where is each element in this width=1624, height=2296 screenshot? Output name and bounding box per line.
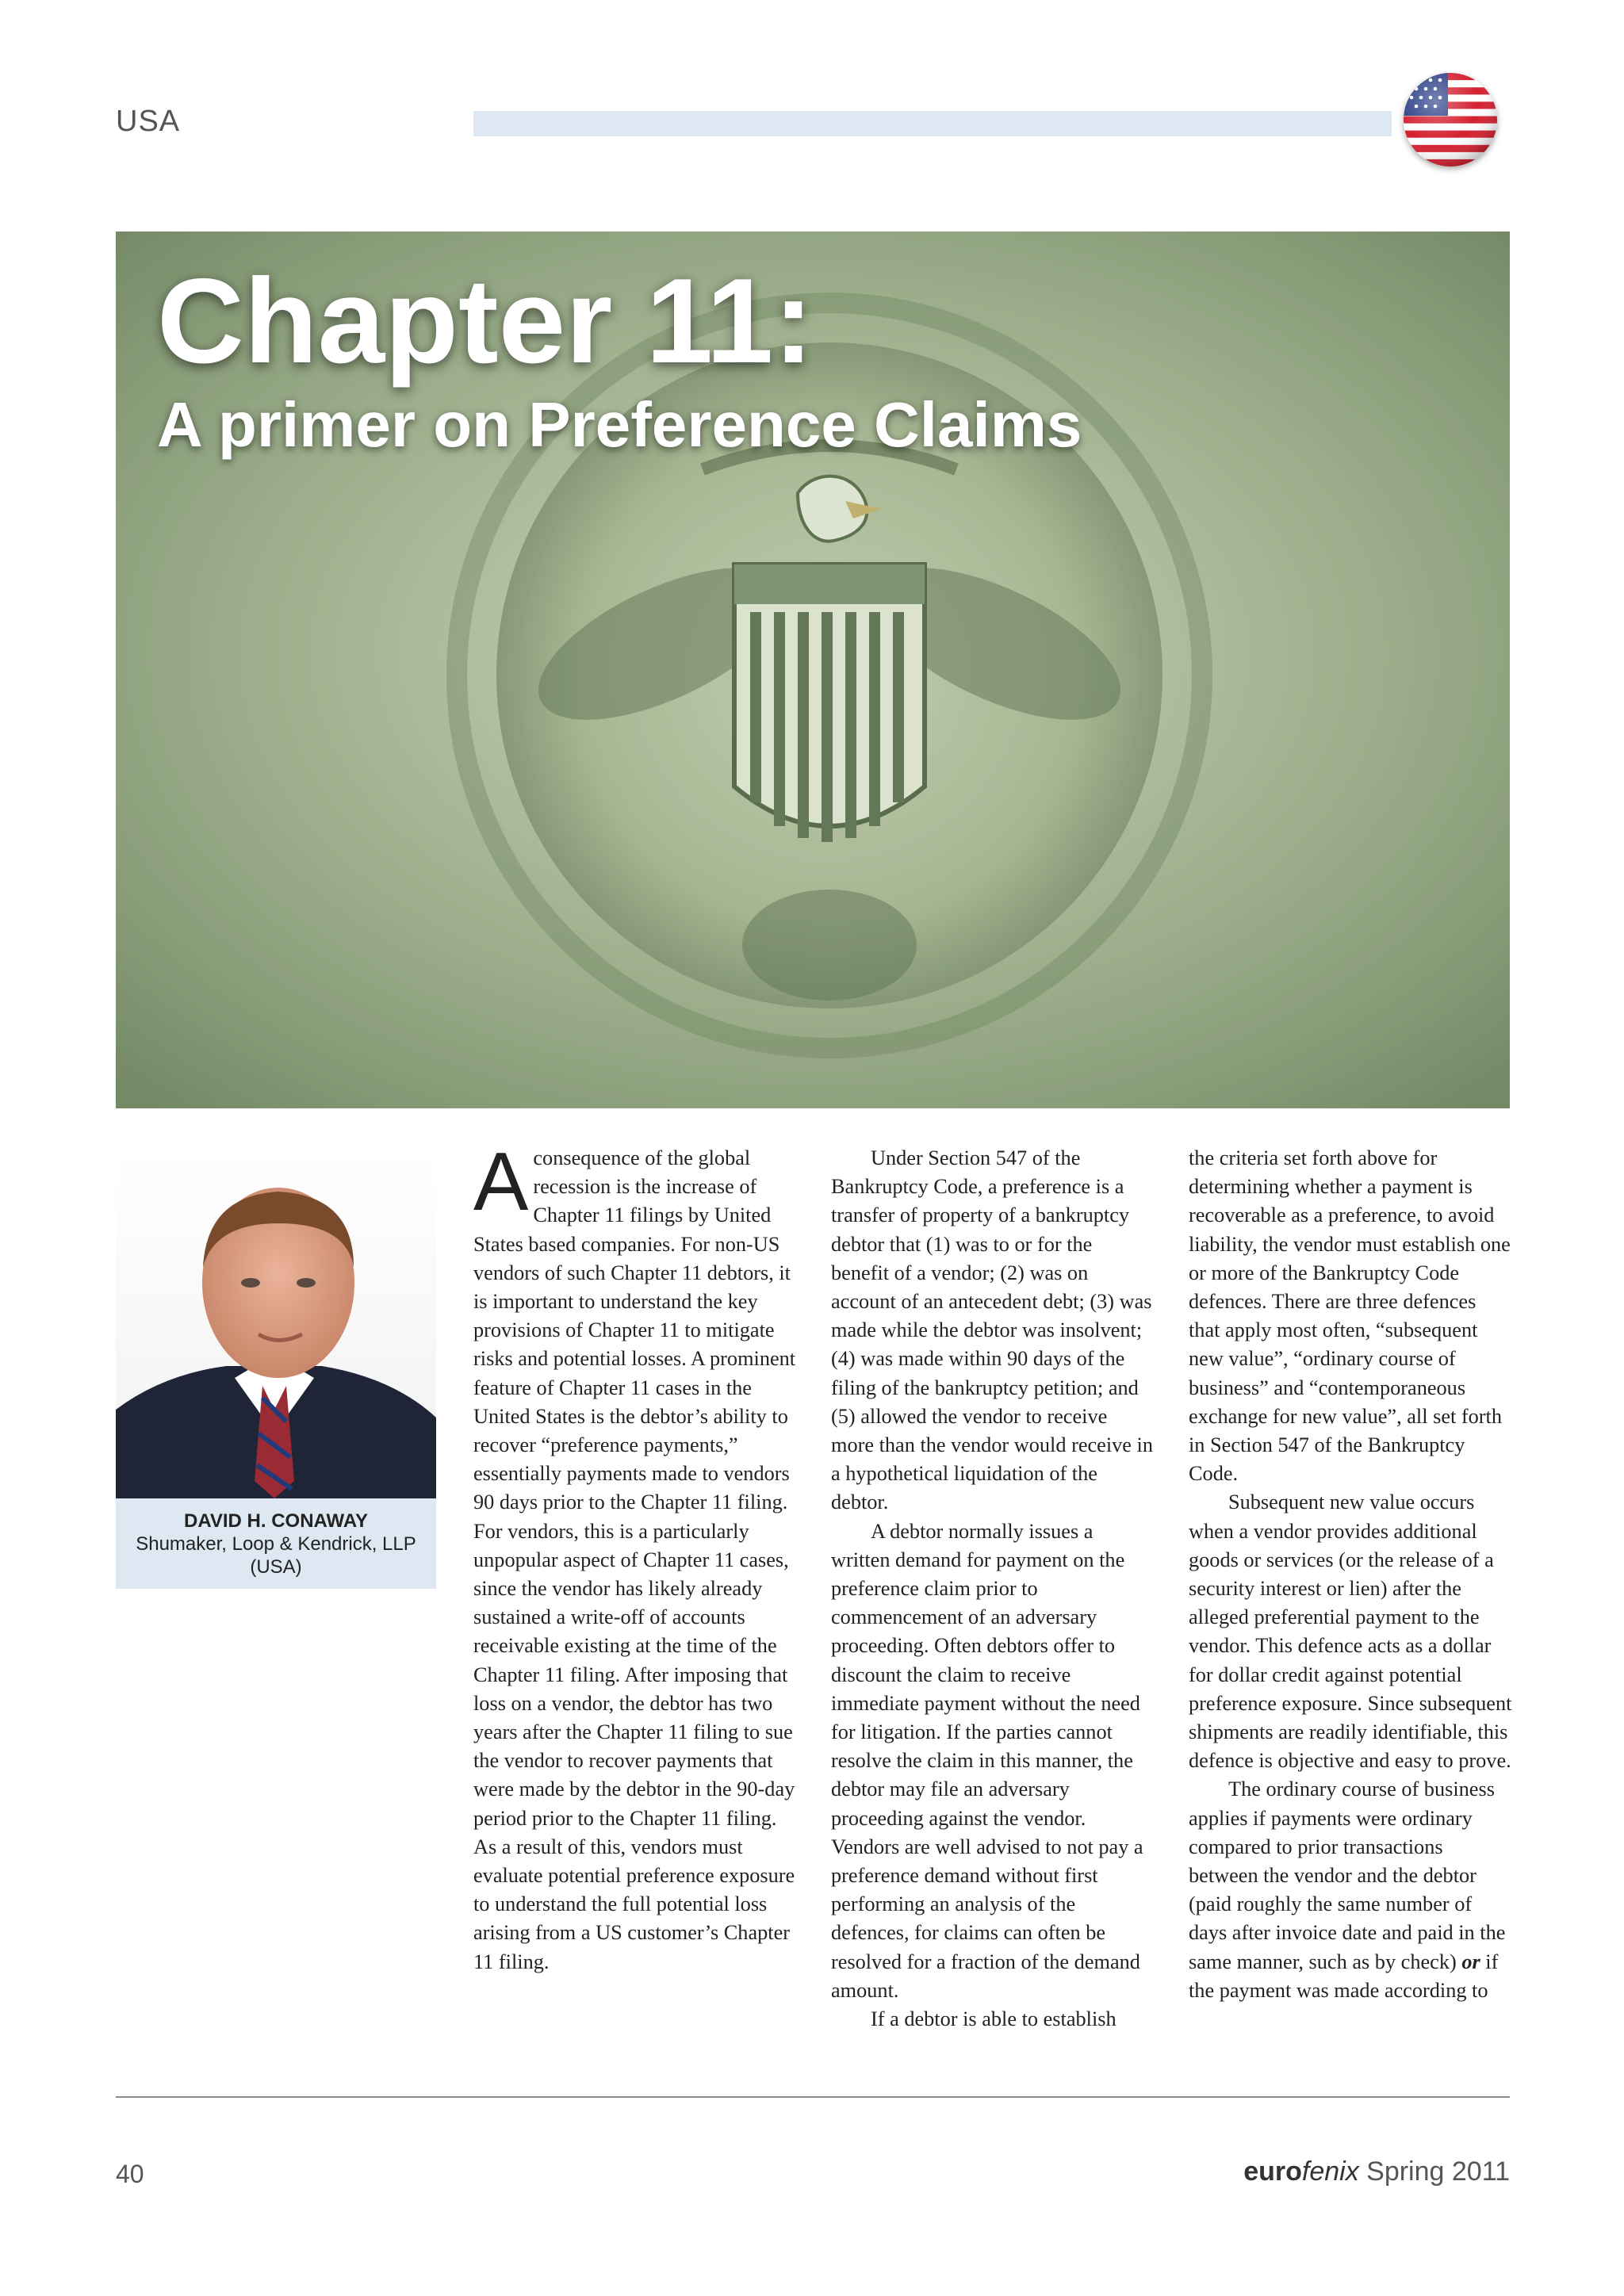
brand-euro: euro <box>1243 2156 1302 2187</box>
section-label: USA <box>116 105 181 138</box>
brand-fenix: fenix <box>1301 2156 1359 2187</box>
article-column-3 <box>1189 1144 1512 2072</box>
article-paragraph: If a debtor is able to establish <box>871 2007 1116 2031</box>
article-paragraph: Subsequent new value occurs when a vendor provides additional goods or services (or the release of a security interest or lien) after the alleged preferential payment to the vendor. This defence acts as a dollar for dollar credit against potential preference exposure. Since subsequent shipments are readily identifiable, this defence is objective and easy to prove. <box>1189 1490 1512 1773</box>
author-name: DAVID H. CONAWAY <box>183 1510 369 1532</box>
issue-label: Spring 2011 <box>1358 2156 1510 2187</box>
page-number: 40 <box>116 2160 144 2188</box>
emphasis-text: or <box>1461 1950 1480 1973</box>
paragraph-text: consequence of the global recession is the increase of Chapter 11 filings by United States based companies. For non-US vendors of such Chapter 11 debtors, it is important to understand the key provisions of Chapter 11 to mitigate risks and potential losses. A prominent feature of Chapter 11 cases in the United States is the debtor’s ability to recover “preference payments,” essentially payments made to vendors 90 days prior to the Chapter 11 filing. For vendors, this is a particularly unpopular aspect of Chapter 11 cases, since the vendor has likely already sustained a write-off of accounts receivable existing at the time of the Chapter 11 filing. After imposing that loss on a vendor, the debtor has two years after the Chapter 11 filing to sue the vendor to recover payments that were made by the debtor in the 90-day period prior to the Chapter 11 filing. As a result of this, vendors must evaluate potential preference exposure to understand the full potential loss arising from a US customer’s Chapter 11 filing. <box>473 1146 796 1973</box>
article-column-2 <box>831 1144 1155 2072</box>
us-flag-icon <box>1404 73 1497 166</box>
paragraph-text: if the payment was made according to <box>1189 1950 1499 2002</box>
paragraph-text: The ordinary course of business applies if payments were ordinary compared to prior transactions between the vendor and the debtor (paid roughly the same number of days after invoice date and paid in the same manner, such as by check) <box>1189 1777 1506 1973</box>
article-paragraph: Under Section 547 of the Bankruptcy Code, a preference is a transfer of property of a bankruptcy debtor that (1) was to or for the benefit of a vendor; (2) was on account of an antecedent debt; (3) was made while the debtor was insolvent; (4) was made within 90 days of the filing of the bankruptcy petition; and (5) allowed the vendor to receive more than the vendor would receive in a hypothetical liquidation of the debtor. <box>831 1146 1153 1514</box>
hero-banner <box>116 232 1510 1108</box>
publication-brand <box>1243 2156 1510 2187</box>
article-paragraph: the criteria set forth above for determining whether a payment is recoverable as a preference, to avoid liability, the vendor must establish one or more of the Bankruptcy Code defences. There are three defences that apply most often, “subsequent new value”, “ordinary course of business” and “contemporaneous exchange for new value”, all set forth in Section 547 of the Bankruptcy Code. <box>1189 1146 1511 1486</box>
article-paragraph: A debtor normally issues a written demand for payment on the preference claim prior to commencement of an adversary proceeding. Often debtors offer to discount the claim to receive immediate payment without the need for litigation. If the parties cannot resolve the claim in this manner, the debtor may file an adversary proceeding against the vendor. Vendors are well advised to not pay a preference demand without first performing an analysis of the defences, for claims can often be resolved for a fraction of the demand amount. <box>831 1519 1143 2002</box>
footer-rule <box>116 2096 1510 2098</box>
article-column-1 <box>473 1144 797 2072</box>
article-paragraph <box>1189 1775 1512 2005</box>
article-title: Chapter 11: <box>157 254 814 388</box>
drop-cap: A <box>473 1144 529 1228</box>
article-subtitle: A primer on Preference Claims <box>157 389 1082 460</box>
author-caption <box>116 1498 436 1589</box>
article-paragraph <box>473 1144 797 1976</box>
author-photo <box>116 1148 436 1498</box>
header-bar <box>473 111 1392 136</box>
author-firm: Shumaker, Loop & Kendrick, LLP (USA) <box>136 1533 416 1578</box>
